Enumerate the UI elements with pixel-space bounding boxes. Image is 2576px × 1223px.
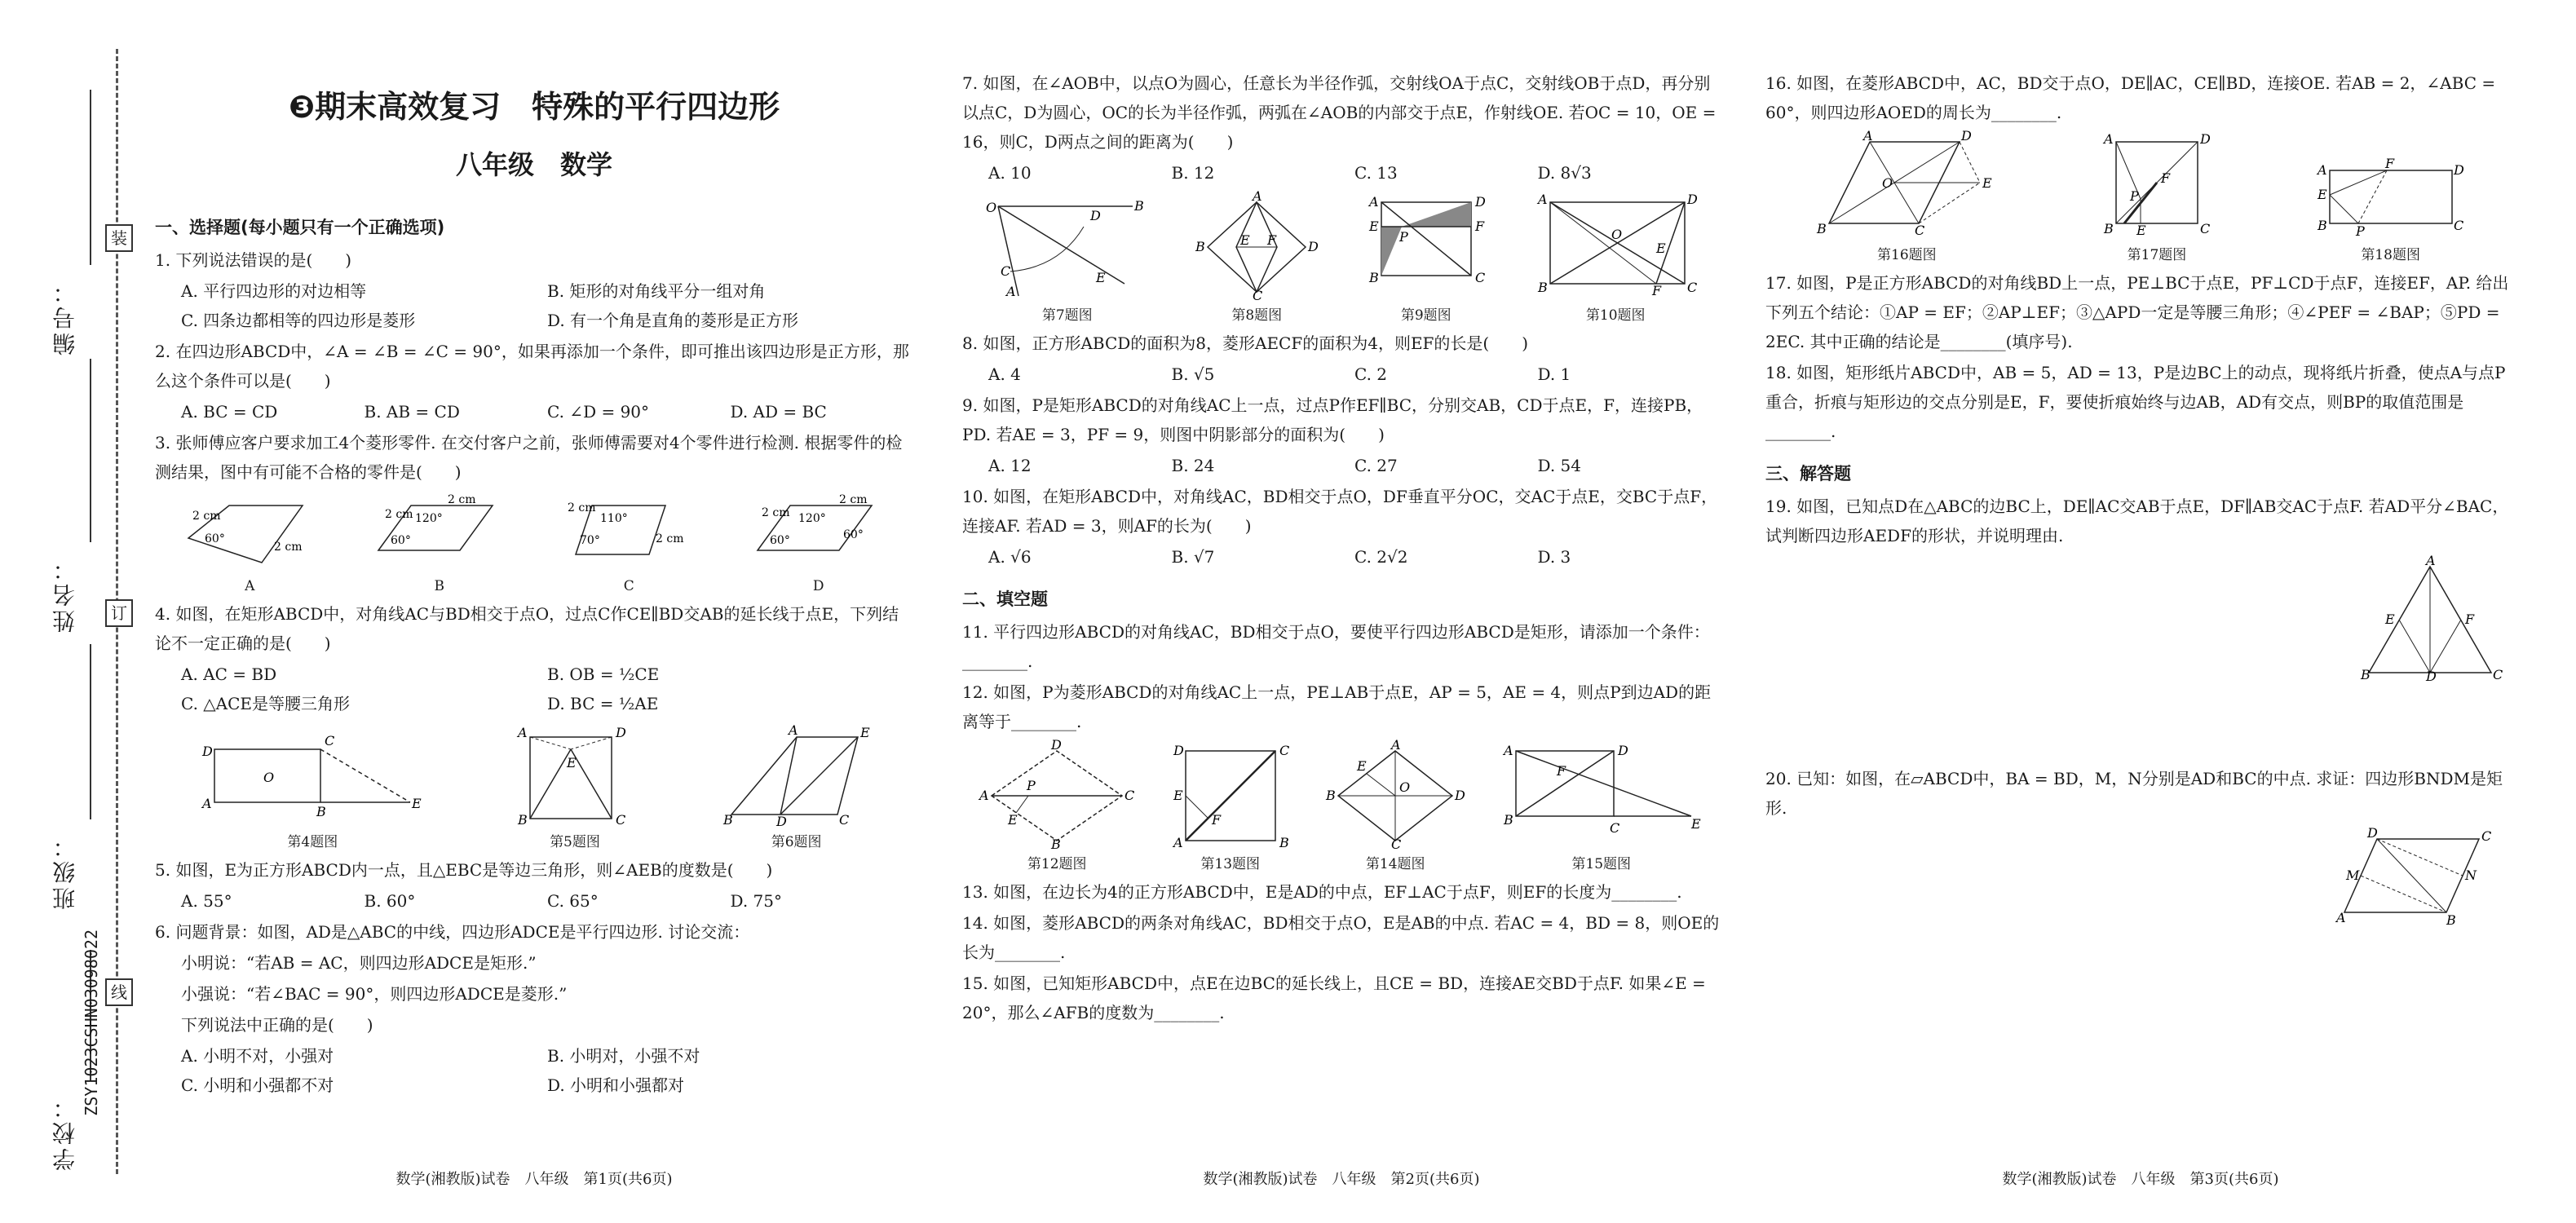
rhombus-diagram [749, 493, 888, 575]
rhombus-diagram [979, 737, 1135, 852]
svg-text:C: C [2199, 221, 2211, 236]
option[interactable]: A. 10 [988, 163, 1032, 183]
svg-text:A: A [1005, 284, 1016, 299]
svg-text:F: F [1267, 232, 1277, 248]
svg-text:F: F [1474, 219, 1484, 234]
question-9-options [962, 451, 1721, 480]
svg-text:D: D [615, 725, 626, 740]
svg-text:A: A [2317, 162, 2327, 178]
question-6: 6. 问题背景：如图，AD是△ABC的中线，四边形ADCE是平行四边形. 讨论交流： [155, 922, 750, 942]
svg-text:P: P [1027, 778, 1036, 793]
option[interactable]: C. 13 [1354, 163, 1398, 183]
figure-20-wrap [1765, 825, 2516, 929]
svg-text:C: C [1687, 280, 1698, 295]
figure-7: O B D C A E 第7题图 [986, 194, 1149, 324]
svg-text:D: D [1474, 194, 1486, 210]
figures-16-18 [1765, 128, 2516, 263]
svg-text:C: C [838, 812, 849, 828]
option[interactable]: D. 有一个角是直角的菱形是正方形 [547, 311, 799, 330]
svg-text:E: E [1095, 270, 1106, 285]
svg-text:E: E [1357, 758, 1367, 774]
svg-text:N: N [2465, 868, 2477, 883]
option[interactable]: B. 60° [364, 891, 416, 911]
svg-text:C: C [2481, 828, 2492, 844]
page-3 [1765, 0, 2516, 1223]
name-write-line[interactable] [90, 359, 91, 542]
svg-text:2 cm: 2 cm [838, 493, 868, 506]
option[interactable]: B. 12 [1171, 163, 1215, 183]
svg-text:D: D [1308, 239, 1319, 254]
question-19: 19. 如图，已知点D在△ABC的边BC上，DE∥AC交AB于点E，DF∥AB交AC于点F. 若AD平分∠BAC，试判断四边形AEDF的形状，并说明理由. [1765, 497, 2509, 545]
svg-text:C: C [1474, 270, 1485, 285]
option[interactable]: A. √6 [988, 547, 1032, 567]
svg-text:E: E [859, 725, 870, 740]
rhombus-diagram [180, 493, 319, 575]
figure-19-wrap [1765, 553, 2516, 684]
question-13: 13. 如图，在边长为4的正方形ABCD中，E是AD的中点，EF⊥AC于点F，则EF的长度为________. [962, 882, 1682, 902]
svg-text:2 cm: 2 cm [447, 493, 476, 506]
svg-text:O: O [1882, 175, 1893, 191]
option[interactable]: C. 小明和小强都不对 [181, 1075, 334, 1095]
svg-text:D: D [1687, 192, 1699, 207]
question-4-options [155, 660, 913, 718]
svg-text:C: C [2453, 218, 2463, 233]
option[interactable]: A. 12 [988, 456, 1032, 475]
svg-text:60°: 60° [842, 528, 864, 541]
option[interactable]: B. OB = ½CE [547, 664, 660, 684]
rectangle-shaded-diagram [1365, 194, 1487, 300]
rhombus-diagonals-diagram [1326, 737, 1466, 852]
triangle-diagram [722, 722, 870, 829]
mark-xian: 线 [105, 978, 133, 1006]
svg-text:D: D [1617, 743, 1628, 758]
question-8: 8. 如图，正方形ABCD的面积为8，菱形AECF的面积为4，则EF的长是( ) [962, 333, 1529, 353]
mark-zhuang: 装 [105, 224, 133, 252]
svg-text:A: A [1173, 835, 1183, 850]
rhombus-diagram [1813, 128, 2000, 240]
question-11: 11. 平行四边形ABCD的对角线AC，BD相交于点O，要使平行四边形ABCD是矩形，请添加一个条件：________. [962, 622, 1710, 671]
question-10: 10. 如图，在矩形ABCD中，对角线AC，BD相交于点O，DF垂直平分OC，交AC于点E，交BC于点F，连接AF. 若AD = 3，则AF的长为( ) [962, 487, 1718, 536]
svg-text:C: C [1391, 837, 1402, 852]
page-footer: 数学(湘教版)试卷 八年级 第2页(共6页) [1203, 1171, 1480, 1188]
svg-text:60°: 60° [390, 534, 411, 547]
question-9: 9. 如图，P是矩形ABCD的对角线AC上一点，过点P作EF∥BC，分别交AB，CD于点E，F，连接PB，PD. 若AE = 3，PF = 9，则图中阴影部分的面积为( ) [962, 395, 1703, 444]
svg-text:D: D [2426, 669, 2437, 684]
section-answer: 三、解答题 [1765, 464, 1851, 483]
svg-text:E: E [1240, 232, 1250, 248]
figures-4-6 [155, 722, 913, 850]
svg-text:2 cm: 2 cm [761, 506, 790, 519]
svg-text:B: B [517, 812, 528, 828]
svg-text:F: F [1211, 812, 1221, 828]
option[interactable]: D. 8√3 [1537, 163, 1592, 183]
svg-text:A: A [517, 725, 528, 740]
question-6-line: 小明说：“若AB = AC，则四边形ADCE是矩形.” [181, 953, 537, 973]
svg-text:E: E [2317, 187, 2327, 202]
svg-text:B: B [2446, 912, 2456, 928]
square-diagram [2096, 131, 2218, 240]
label-name: 姓名： [51, 554, 78, 633]
svg-text:120°: 120° [414, 512, 443, 525]
option[interactable]: A. 平行四边形的对边相等 [181, 281, 367, 301]
option[interactable]: A. BC = CD [181, 402, 278, 422]
svg-text:A: A [1863, 128, 1873, 143]
svg-text:2 cm: 2 cm [192, 510, 221, 523]
svg-text:B: B [2317, 218, 2327, 233]
question-14: 14. 如图，菱形ABCD的两条对角线AC，BD相交于点O，E是AB的中点. 若AC = 4，BD = 8，则OE的长为________. [962, 913, 1720, 962]
svg-text:B: B [316, 804, 327, 819]
option[interactable]: C. 27 [1354, 456, 1398, 475]
svg-text:O: O [263, 770, 275, 785]
svg-text:C: C [325, 733, 335, 748]
question-6-line: 小强说：“若∠BAC = 90°，则四边形ADCE是菱形.” [181, 984, 568, 1004]
svg-text:F: F [2465, 612, 2475, 627]
page-1 [155, 0, 913, 1223]
svg-text:A: A [202, 796, 212, 811]
svg-text:2 cm: 2 cm [274, 541, 303, 554]
svg-text:B: B [1817, 221, 1827, 236]
svg-text:2 cm: 2 cm [384, 508, 413, 521]
label-number: 编号： [51, 277, 78, 355]
class-write-line[interactable] [90, 644, 91, 819]
option[interactable]: C. 2 [1354, 364, 1388, 384]
triangle-diagram [2361, 553, 2503, 684]
svg-text:B: B [1503, 812, 1513, 828]
svg-text:E: E [412, 796, 422, 811]
option[interactable]: C. ∠D = 90° [547, 402, 650, 422]
svg-text:A: A [1368, 194, 1379, 210]
rectangle-extended-diagram [1500, 743, 1703, 849]
option[interactable]: D. BC = ½AE [547, 694, 659, 713]
svg-text:C: C [1000, 263, 1010, 279]
figures-12-15 [962, 737, 1721, 872]
svg-text:B: B [722, 812, 733, 828]
figure-14: B A D C O E 第14题图 [1326, 737, 1466, 872]
parallelogram-diagram [2336, 825, 2499, 929]
option[interactable]: B. 小明对，小强不对 [547, 1046, 700, 1066]
svg-text:D: D [1455, 788, 1466, 803]
svg-text:2 cm: 2 cm [568, 501, 596, 514]
question-7: 7. 如图，在∠AOB中，以点O为圆心，任意长为半径作弧，交射线OA于点C，交射线OB于点D，再分别以点C，D为圆心，OC的长为半径作弧，两弧在∠AOB的内部交于点E，作射线OE. 若OC = 10，OE = 16，则C，D两点之间的距离为( ) [962, 73, 1717, 152]
question-12: 12. 如图，P为菱形ABCD的对角线AC上一点，PE⊥AB于点E，AP = 5，AE = 4，则点P到边AD的距离等于________. [962, 682, 1712, 731]
question-1-options [155, 276, 913, 335]
svg-text:C: C [1125, 788, 1135, 803]
option[interactable]: B. 24 [1171, 456, 1215, 475]
figure-3d: 2 cm 2 cm 120° 60° 60° D [749, 493, 888, 594]
figure-6: A E B D C 第6题图 [722, 722, 870, 850]
svg-text:C: C [615, 812, 626, 828]
question-20: 20. 已知：如图，在▱ABCD中，BA = BD，M，N分别是AD和BC的中点. 求证：四边形BNDM是矩形. [1765, 769, 2503, 818]
svg-text:M: M [2346, 868, 2360, 883]
square-diagram [1169, 743, 1292, 849]
rhombus-diagram [370, 493, 509, 575]
option[interactable]: A. 小明不对，小强对 [181, 1046, 334, 1066]
svg-text:A: A [2426, 553, 2436, 568]
serial-number: ZSY1023CSHN03098022 [82, 929, 101, 1116]
figure-8: A B D C E F 第8题图 [1195, 188, 1319, 324]
svg-text:O: O [985, 200, 996, 215]
svg-text:60°: 60° [205, 532, 226, 545]
question-7-options [962, 158, 1721, 188]
svg-text:E: E [1690, 816, 1701, 832]
svg-text:P: P [1398, 229, 1408, 245]
rectangle-diagonal-diagram [1534, 194, 1697, 300]
svg-text:D: D [1051, 737, 1063, 753]
figure-17: A D P B E C F 第17题图 [2096, 134, 2218, 263]
svg-text:110°: 110° [600, 512, 628, 525]
svg-text:C: C [1609, 820, 1619, 836]
svg-text:B: B [2361, 667, 2371, 682]
section-fill: 二、填空题 [962, 589, 1048, 609]
svg-text:A: A [788, 722, 798, 738]
svg-text:D: D [2199, 131, 2211, 147]
number-write-line[interactable] [90, 90, 91, 265]
option[interactable]: B. √5 [1171, 364, 1215, 384]
binding-margin [0, 0, 139, 1223]
figure-15: A D F B C E 第15题图 [1500, 743, 1703, 872]
angle-diagram [986, 194, 1149, 300]
figure-13: D C E A B F 第13题图 [1169, 743, 1292, 872]
figure-3a: 2 cm 2 cm 60° A [180, 493, 319, 594]
svg-text:E: E [566, 755, 577, 770]
svg-text:B: B [2103, 221, 2114, 236]
rhombus-diagram [559, 493, 698, 575]
option[interactable]: A. 55° [181, 891, 232, 911]
rectangle-diagram [198, 733, 426, 827]
svg-text:C: C [1253, 288, 1263, 303]
svg-text:E: E [1982, 175, 1993, 191]
svg-text:A: A [1503, 743, 1513, 758]
option[interactable]: D. AD = BC [730, 402, 827, 422]
question-5: 5. 如图，E为正方形ABCD内一点，且△EBC是等边三角形，则∠AEB的度数是( ) [155, 860, 773, 880]
question-10-options [962, 542, 1721, 572]
question-18: 18. 如图，矩形纸片ABCD中，AB = 5，AD = 13，P是边BC上的动点，现将纸片折叠，使点A与点P重合，折痕与矩形边的交点分别是E，F，要使折痕始终与边AB，AD有交点，则BP的取值范围是________. [1765, 363, 2506, 441]
question-6-options [155, 1041, 913, 1100]
figure-18: A F D E B P C 第18题图 [2313, 158, 2468, 263]
svg-text:D: D [1961, 128, 1973, 143]
svg-text:F: F [1652, 283, 1662, 298]
svg-text:A: A [1253, 188, 1262, 204]
svg-text:B: B [1368, 270, 1379, 285]
square-rhombus-diagram [1195, 188, 1319, 303]
svg-text:F: F [1556, 763, 1566, 779]
svg-text:F: F [2384, 156, 2394, 171]
svg-text:A: A [1391, 737, 1401, 753]
figures-7-10 [962, 188, 1721, 324]
svg-text:D: D [1173, 743, 1184, 758]
question-16: 16. 如图，在菱形ABCD中，AC，BD交于点O，DE∥AC，CE∥BD，连接OE. 若AB = 2，∠ABC = 60°，则四边形AOED的周长为________. [1765, 73, 2496, 122]
svg-text:C: C [1279, 743, 1289, 758]
page-footer: 数学(湘教版)试卷 八年级 第3页(共6页) [2002, 1171, 2279, 1188]
label-school: 学校： [51, 1093, 78, 1171]
svg-text:B: B [1538, 280, 1549, 295]
question-8-options [962, 360, 1721, 389]
question-4: 4. 如图，在矩形ABCD中，对角线AC与BD相交于点O，过点C作CE∥BD交AB的延长线于点E，下列结论不一定正确的是( ) [155, 604, 899, 653]
question-15: 15. 如图，已知矩形ABCD中，点E在边BC的延长线上，且CE = BD，连接AE交BD于点F. 如果∠E = 20°，那么∠AFB的度数为________. [962, 974, 1706, 1022]
mark-ding: 订 [105, 599, 133, 627]
option[interactable]: B. √7 [1171, 547, 1215, 567]
svg-text:E: E [1173, 788, 1183, 803]
page-subtitle: 八年级 数学 [455, 149, 612, 180]
option[interactable]: C. 2√2 [1354, 547, 1408, 567]
square-diagram [514, 725, 636, 827]
svg-text:O: O [1611, 227, 1623, 242]
question-3: 3. 张师傅应客户要求加工4个菱形零件. 在交付客户之前，张师傅需要对4个零件进行检测. 根据零件的检测结果，图中有可能不合格的零件是( ) [155, 433, 903, 482]
option[interactable]: C. 65° [547, 891, 599, 911]
question-3-figures [155, 493, 913, 594]
page-footer: 数学(湘教版)试卷 八年级 第1页(共6页) [395, 1171, 673, 1188]
rectangle-fold-diagram [2313, 158, 2468, 240]
option[interactable]: A. AC = BD [181, 664, 277, 684]
svg-text:D: D [2367, 825, 2378, 841]
figure-12: A D C B P E 第12题图 [979, 737, 1135, 872]
svg-text:B: B [1133, 198, 1144, 214]
figure-16: A D B C O E 第16题图 [1813, 134, 2000, 263]
svg-text:E: E [1008, 812, 1018, 828]
svg-text:F: F [2160, 170, 2171, 186]
svg-text:B: B [1195, 239, 1206, 254]
svg-text:E: E [1656, 241, 1666, 256]
svg-text:D: D [1089, 208, 1101, 223]
svg-text:70°: 70° [580, 534, 601, 547]
svg-text:E: E [2136, 223, 2146, 238]
figure-3c: 2 cm 2 cm 110° 70° C [559, 493, 698, 594]
option[interactable]: D. 75° [730, 891, 782, 911]
page-2 [962, 0, 1721, 1223]
svg-text:O: O [1399, 779, 1411, 795]
section-choice: 一、选择题(每小题只有一个正确选项) [155, 218, 445, 237]
svg-text:E: E [1368, 219, 1379, 234]
svg-text:P: P [2129, 188, 2139, 204]
svg-text:2 cm: 2 cm [656, 532, 684, 545]
svg-text:C: C [1915, 223, 1925, 238]
page-title: ❸期末高效复习 特殊的平行四边形 [288, 89, 780, 125]
svg-text:120°: 120° [798, 512, 826, 525]
figure-3b: 2 cm 2 cm 60° 120° B [370, 493, 509, 594]
svg-text:D: D [2453, 162, 2464, 178]
svg-text:B: B [1279, 835, 1289, 850]
figure-5: A D B C E 第5题图 [514, 725, 636, 850]
question-1: 1. 下列说法错误的是( ) [155, 250, 352, 270]
svg-text:D: D [775, 814, 787, 829]
question-6-line: 下列说法中正确的是( ) [181, 1015, 373, 1035]
svg-text:A: A [979, 788, 989, 803]
svg-text:D: D [202, 744, 214, 759]
question-2-options [155, 397, 913, 426]
svg-text:P: P [2355, 223, 2365, 239]
option[interactable]: B. 矩形的对角线平分一组对角 [547, 281, 766, 301]
option[interactable]: C. 四条边都相等的四边形是菱形 [181, 311, 416, 330]
svg-text:A: A [1538, 192, 1548, 207]
figure-10: A D B C O E F 第10题图 [1534, 194, 1697, 324]
svg-text:A: A [2103, 131, 2114, 147]
figure-9: A D E F P B C 第9题图 [1365, 194, 1487, 324]
question-17: 17. 如图，P是正方形ABCD的对角线BD上一点，PE⊥BC于点E，PF⊥CD于点F，连接EF，AP. 给出下列五个结论：①AP = EF；②AP⊥EF；③△APD一定是等腰三角形；④∠PEF = ∠BAP；⑤PD = 2EC. 其中正确的结论是________(填序号). [1765, 273, 2509, 351]
option[interactable]: D. 3 [1537, 547, 1571, 567]
svg-text:60°: 60° [769, 534, 790, 547]
svg-text:B: B [1326, 788, 1337, 803]
svg-text:C: C [2493, 667, 2503, 682]
option[interactable]: D. 1 [1537, 364, 1571, 384]
question-2: 2. 在四边形ABCD中，∠A = ∠B = ∠C = 90°，如果再添加一个条件，即可推出该四边形是正方形，那么这个条件可以是( ) [155, 342, 909, 391]
option[interactable]: B. AB = CD [364, 402, 460, 422]
option[interactable]: A. 4 [988, 364, 1021, 384]
question-5-options [155, 886, 913, 916]
svg-text:A: A [2336, 910, 2346, 925]
svg-text:B: B [1051, 837, 1062, 852]
option[interactable]: C. △ACE是等腰三角形 [181, 694, 351, 713]
label-class: 班级： [51, 832, 78, 910]
option[interactable]: D. 小明和小强都对 [547, 1075, 685, 1095]
figure-4: D C A B E O 第4题图 [198, 733, 426, 850]
option[interactable]: D. 54 [1537, 456, 1581, 475]
svg-text:E: E [2385, 612, 2395, 627]
